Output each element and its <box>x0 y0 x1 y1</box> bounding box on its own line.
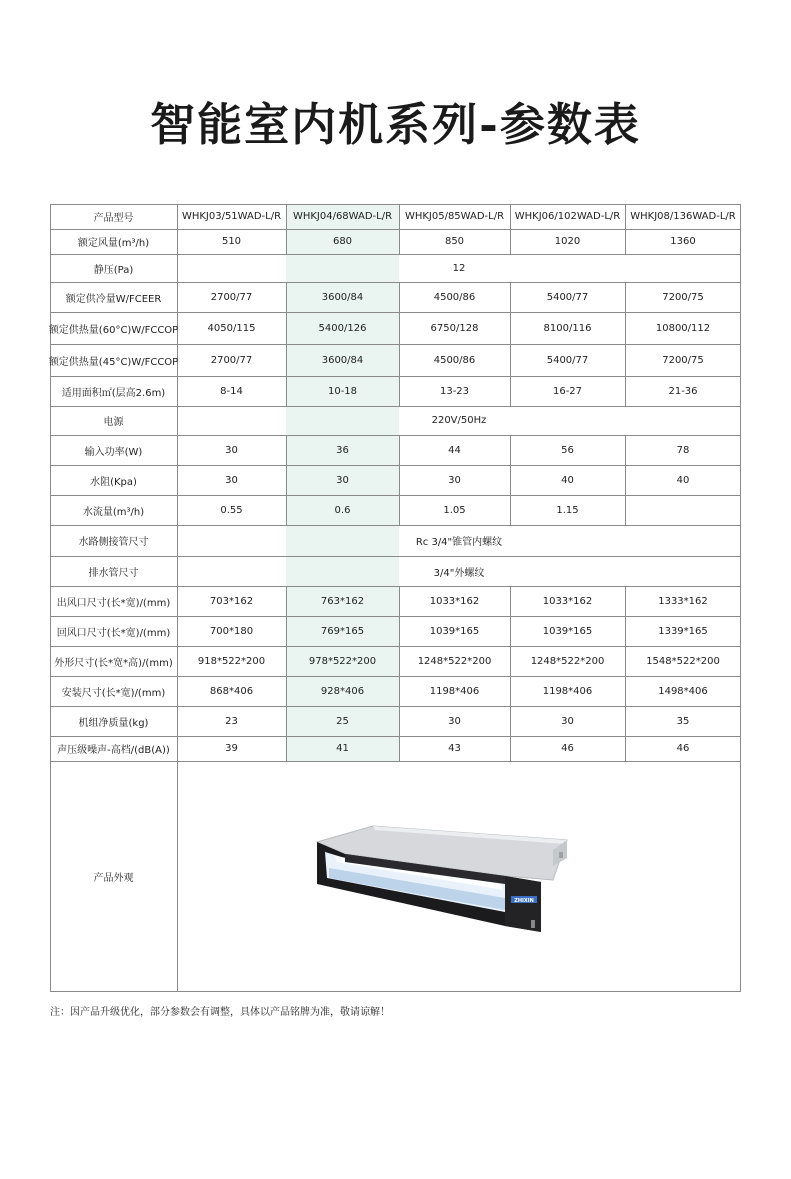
table-cell: 30 <box>336 474 349 486</box>
table-cell: 1248*522*200 <box>417 655 492 667</box>
table-cell: 1548*522*200 <box>646 655 720 667</box>
table-cell: 850 <box>444 236 465 247</box>
table-cell: 1248*522*200 <box>530 655 605 667</box>
row-label: 额定供热量(45°C)W/FCCOP <box>48 356 179 368</box>
table-cell: 35 <box>676 715 690 727</box>
brand-logo: ZHIXIN <box>514 898 534 904</box>
table-cell: 1198*406 <box>429 685 480 697</box>
table-cell: 10-18 <box>327 385 358 397</box>
table-cell: 5400/126 <box>318 322 367 334</box>
table-cell: 8-14 <box>220 385 243 397</box>
table-cell: 1039*165 <box>542 625 593 637</box>
table-cell: 0.55 <box>220 504 243 516</box>
table-cell: 1033*162 <box>429 595 480 607</box>
table-cell: 6750/128 <box>430 322 479 334</box>
table-cell: 1360 <box>670 236 696 247</box>
row-label: 水阻(Kpa) <box>90 476 137 488</box>
row-label: 额定风量(m³/h) <box>77 238 150 249</box>
table-cell: 1.15 <box>556 504 579 516</box>
table-cell: 30 <box>225 474 238 486</box>
row-label: 外形尺寸(长*宽*高)/(mm) <box>54 657 173 669</box>
table-cell: 1333*162 <box>658 595 708 607</box>
table-cell: 510 <box>221 236 242 247</box>
table-cell: 1020 <box>554 236 581 247</box>
table-cell: 30 <box>448 715 461 727</box>
table-cell: 5400/77 <box>546 291 589 303</box>
table-cell: 44 <box>448 444 461 456</box>
table-cell: 7200/75 <box>662 354 704 366</box>
table-cell: 1198*406 <box>542 685 593 697</box>
table-cell: 868*406 <box>209 685 254 697</box>
table-cell: 3600/84 <box>321 354 364 366</box>
page-title: 智能室内机系列-参数表 <box>150 98 641 151</box>
table-cell: 928*406 <box>320 685 365 697</box>
row-label: 输入功率(W) <box>84 446 143 458</box>
merged-value: 3/4"外螺纹 <box>433 567 485 579</box>
table-cell: 4500/86 <box>433 291 476 303</box>
merged-value: Rc 3/4"锥管内螺纹 <box>415 537 503 548</box>
row-label: 电源 <box>103 417 124 428</box>
table-cell: 78 <box>676 444 690 456</box>
table-cell: 41 <box>336 743 349 754</box>
table-cell: 16-27 <box>552 385 583 397</box>
table-cell: 13-23 <box>439 385 470 397</box>
table-cell: 40 <box>676 474 690 486</box>
table-cell: 36 <box>336 444 349 456</box>
table-cell: 7200/75 <box>662 291 704 303</box>
row-label: 回风口尺寸(长*宽)/(mm) <box>56 627 171 639</box>
footnote: 注：因产品升级优化，部分参数会有调整，具体以产品铭牌为准，敬请谅解！ <box>50 1007 390 1018</box>
table-cell: 0.6 <box>334 504 351 516</box>
table-cell: 2700/77 <box>210 354 253 366</box>
table-cell: 700*180 <box>209 625 254 637</box>
model-header: WHKJ05/85WAD-L/R <box>404 211 505 222</box>
product-photo <box>305 824 585 936</box>
table-cell: 21-36 <box>668 385 698 397</box>
spec-table <box>50 204 741 992</box>
row-label: 适用面积㎡(层高2.6m) <box>61 387 166 399</box>
table-cell: 46 <box>676 743 690 754</box>
row-label: 机组净质量(kg) <box>78 717 149 729</box>
row-label: 额定供冷量W/FCEER <box>65 293 162 305</box>
table-cell: 30 <box>448 474 461 486</box>
table-cell: 39 <box>225 743 238 754</box>
header-label: 产品型号 <box>93 213 134 224</box>
table-cell: 918*522*200 <box>197 655 266 667</box>
table-cell: 4500/86 <box>433 354 476 366</box>
table-cell: 978*522*200 <box>308 655 377 667</box>
table-cell: 46 <box>561 743 574 754</box>
table-cell <box>625 495 741 525</box>
merged-value: 220V/50Hz <box>431 415 487 426</box>
row-label: 水路侧接管尺寸 <box>78 537 149 548</box>
table-cell: 30 <box>561 715 574 727</box>
table-cell: 25 <box>336 715 349 727</box>
row-label: 排水管尺寸 <box>88 567 139 579</box>
table-cell: 56 <box>561 444 574 456</box>
table-cell: 23 <box>225 715 238 727</box>
table-cell: 703*162 <box>209 595 254 607</box>
table-cell: 3600/84 <box>321 291 364 303</box>
table-cell: 5400/77 <box>546 354 589 366</box>
row-label: 安装尺寸(长*宽)/(mm) <box>61 687 166 699</box>
table-cell: 1039*165 <box>429 625 480 637</box>
table-cell: 10800/112 <box>655 322 711 334</box>
model-header: WHKJ06/102WAD-L/R <box>514 211 621 222</box>
table-cell: 769*165 <box>320 625 365 637</box>
table-cell: 763*162 <box>320 595 365 607</box>
model-header: WHKJ08/136WAD-L/R <box>630 211 736 222</box>
table-cell: 1033*162 <box>542 595 593 607</box>
merged-value: 12 <box>452 262 466 274</box>
row-label: 静压(Pa) <box>93 264 134 276</box>
row-label: 额定供热量(60°C)W/FCCOP <box>48 324 179 336</box>
table-cell: 40 <box>561 474 574 486</box>
table-cell: 1498*406 <box>658 685 708 697</box>
table-cell: 2700/77 <box>210 291 253 303</box>
row-label: 水流量(m³/h) <box>82 506 145 518</box>
appearance-label: 产品外观 <box>93 873 134 884</box>
row-label: 声压级噪声-高档/(dB(A)) <box>57 745 170 756</box>
table-cell: 680 <box>332 236 353 247</box>
table-cell: 30 <box>225 444 238 456</box>
table-cell: 1.05 <box>443 504 466 516</box>
table-cell: 4050/115 <box>207 322 256 334</box>
model-header: WHKJ04/68WAD-L/R <box>292 211 393 222</box>
table-cell: 43 <box>448 743 461 754</box>
row-label: 出风口尺寸(长*宽)/(mm) <box>56 597 171 609</box>
table-cell: 1339*165 <box>658 625 708 637</box>
table-cell: 8100/116 <box>543 322 592 334</box>
model-header: WHKJ03/51WAD-L/R <box>181 211 282 222</box>
